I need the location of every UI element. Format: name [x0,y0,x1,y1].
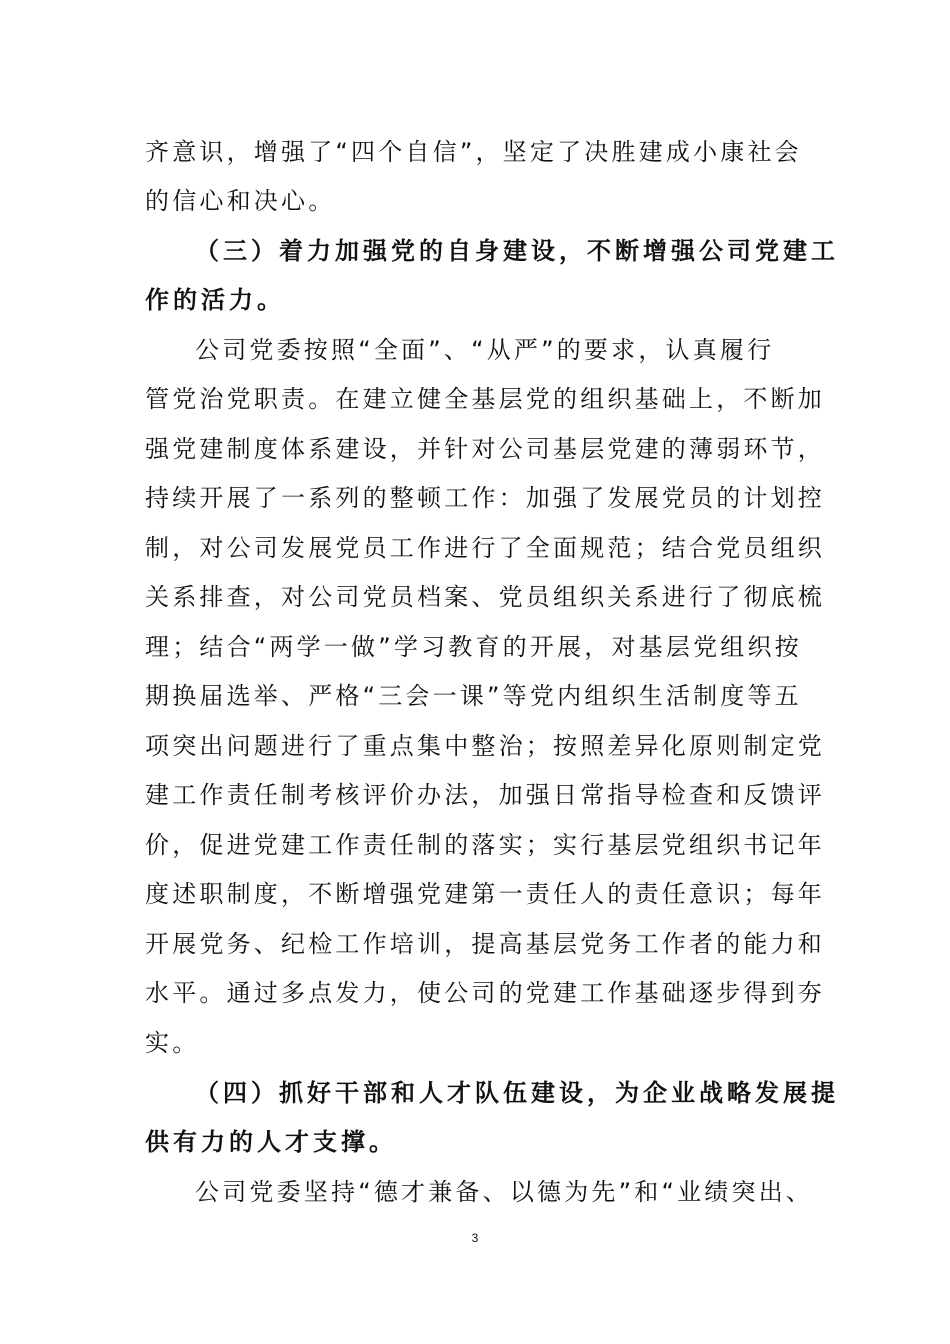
section-heading: （四）抓好干部和人才队伍建设，为企业战略发展提 [195,1079,839,1107]
paragraph-line: 持续开展了一系列的整顿工作：加强了发展党员的计划控 [145,484,825,512]
paragraph-line: 制，对公司发展党员工作进行了全面规范；结合党员组织 [145,534,825,562]
paragraph-line: 建工作责任制考核评价办法，加强日常指导检查和反馈评 [145,781,825,809]
paragraph-line: 理；结合“两学一做”学习教育的开展，对基层党组织按 [145,633,802,661]
paragraph-line: 开展党务、纪检工作培训，提高基层党务工作者的能力和 [145,930,825,958]
paragraph-line: 公司党委坚持“德才兼备、以德为先”和“业绩突出、 [195,1178,814,1206]
page-number: 3 [471,1231,479,1245]
paragraph-line: 管党治党职责。在建立健全基层党的组织基础上，不断加 [145,385,825,413]
section-heading: 供有力的人才支撑。 [145,1128,397,1156]
paragraph-line: 齐意识，增强了“四个自信”，坚定了决胜建成小康社会 [145,138,802,166]
section-heading: （三）着力加强党的自身建设，不断增强公司党建工 [195,237,839,265]
paragraph-line: 强党建制度体系建设，并针对公司基层党建的薄弱环节， [145,435,825,463]
paragraph-line: 公司党委按照“全面”、“从严”的要求，认真履行 [195,336,775,364]
paragraph-line: 期换届选举、严格“三会一课”等党内组织生活制度等五 [145,682,802,710]
paragraph-line: 关系排查，对公司党员档案、党员组织关系进行了彻底梳 [145,583,825,611]
paragraph-line: 实。 [145,1029,200,1057]
paragraph-line: 度述职制度，不断增强党建第一责任人的责任意识；每年 [145,880,825,908]
paragraph-line: 的信心和决心。 [145,187,336,215]
paragraph-line: 价，促进党建工作责任制的落实；实行基层党组织书记年 [145,831,825,859]
section-heading: 作的活力。 [145,286,285,314]
paragraph-line: 水平。通过多点发力，使公司的党建工作基础逐步得到夯 [145,979,825,1007]
paragraph-line: 项突出问题进行了重点集中整治；按照差异化原则制定党 [145,732,825,760]
